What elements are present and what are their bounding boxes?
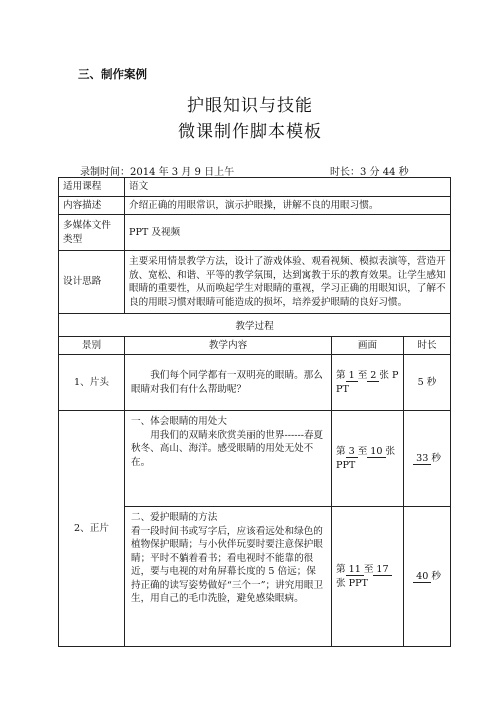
header-scene: 景别 (59, 336, 125, 355)
pic-start: 1 (346, 370, 358, 382)
time-unit: 秒 (431, 570, 441, 582)
time-cell (404, 507, 451, 647)
part2-title: 二、爱护眼睛的方法 (131, 512, 218, 523)
info-label: 适用课程 (59, 178, 125, 197)
picture-cell (332, 507, 404, 647)
info-row-design (59, 251, 451, 314)
pic-start: 11 (346, 564, 364, 576)
process-row-opening (59, 355, 451, 411)
meta-row (60, 163, 450, 177)
pic-start: 3 (346, 446, 358, 458)
part1-title: 一、体会眼睛的用处大 (131, 416, 227, 427)
header-content: 教学内容 (125, 336, 332, 355)
time-value: 33 (413, 453, 431, 465)
header-time: 时长 (404, 336, 451, 355)
time-cell: 5 秒 (404, 355, 451, 411)
pic-end: 17 (373, 564, 391, 576)
time-cell (404, 411, 451, 507)
duration: 时长：3 分 44 秒 (330, 167, 409, 178)
info-row-media-type (59, 215, 451, 251)
info-row-description (59, 196, 451, 215)
pic-mid: 至 (363, 564, 374, 575)
content-cell (125, 507, 332, 647)
content-text: 我们每个同学都有一双明亮的眼睛。那么眼睛对我们有什么帮助呢？ (131, 370, 323, 395)
part2-body: 看一段时间书或写字后，应该看远处和绿色的植物保护眼睛；与小伙伴玩耍时要注意保护眼睛；平时不躺着看书；看电视时不能靠的很近，要与电视的对角屏幕长度的 5 倍远；保持正确的读写姿势做好“三个一”；讲究用眼卫生，用自己的毛巾洗脸，避免感染眼病。 (131, 525, 324, 604)
info-row-course (59, 178, 451, 197)
scene-label: 1、片头 (59, 355, 125, 411)
info-value: PPT 及视频 (125, 215, 451, 251)
pic-post: 张 PPT (336, 370, 399, 395)
document-subtitle: 微课制作脚本模板 (178, 122, 322, 142)
scene-label: 2、正片 (59, 411, 125, 647)
picture-cell (332, 411, 404, 507)
header-picture: 画面 (332, 336, 404, 355)
info-value: 语文 (125, 178, 451, 197)
time-value: 40 (413, 571, 431, 583)
section-heading: 三、制作案例 (78, 67, 147, 81)
pic-mid: 至 (357, 370, 368, 381)
part1-body: 用我们的双睛来欣赏美丽的世界------春夏秋冬、高山、海洋。感受眼睛的用处无处不在。 (131, 429, 324, 468)
pic-pre: 第 (336, 564, 346, 575)
process-row-main-part1 (59, 411, 451, 507)
script-table (58, 177, 451, 647)
process-title: 教学过程 (59, 314, 451, 337)
info-value: 介绍正确的用眼常识，演示护眼操，讲解不良的用眼习惯。 (125, 196, 451, 215)
pic-end: 10 (367, 446, 385, 458)
pic-pre: 第 (336, 446, 346, 457)
pic-end: 2 (367, 370, 379, 382)
pic-pre: 第 (336, 370, 346, 381)
content-cell (125, 355, 332, 411)
picture-cell (332, 355, 404, 411)
info-label: 内容描述 (59, 196, 125, 215)
record-time: 录制时间：2014 年 3 月 9 日上午 (80, 167, 235, 178)
process-header-row (59, 336, 451, 355)
process-title-row (59, 314, 451, 337)
info-label: 设计思路 (59, 251, 125, 314)
pic-mid: 至 (357, 446, 368, 457)
info-value: 主要采用情景教学方法，设计了游戏体验、观看视频、模拟表演等，营造开放、宽松、和谐、平等的教学氛围，达到寓教于乐的教育效果。让学生感知眼睛的重要性，从而唤起学生对眼睛的重视，学习正确的用眼知识，了解不良的用眼习惯对眼睛可能造成的损坏，培养爱护眼睛的良好习惯。 (125, 251, 451, 314)
content-cell (125, 411, 332, 507)
pic-post: 张 PPT (336, 446, 396, 471)
info-label: 多媒体文件类型 (59, 215, 125, 251)
document-title: 护眼知识与技能 (187, 96, 313, 116)
pic-post: 张 PPT (336, 577, 368, 589)
time-unit: 秒 (431, 452, 441, 464)
